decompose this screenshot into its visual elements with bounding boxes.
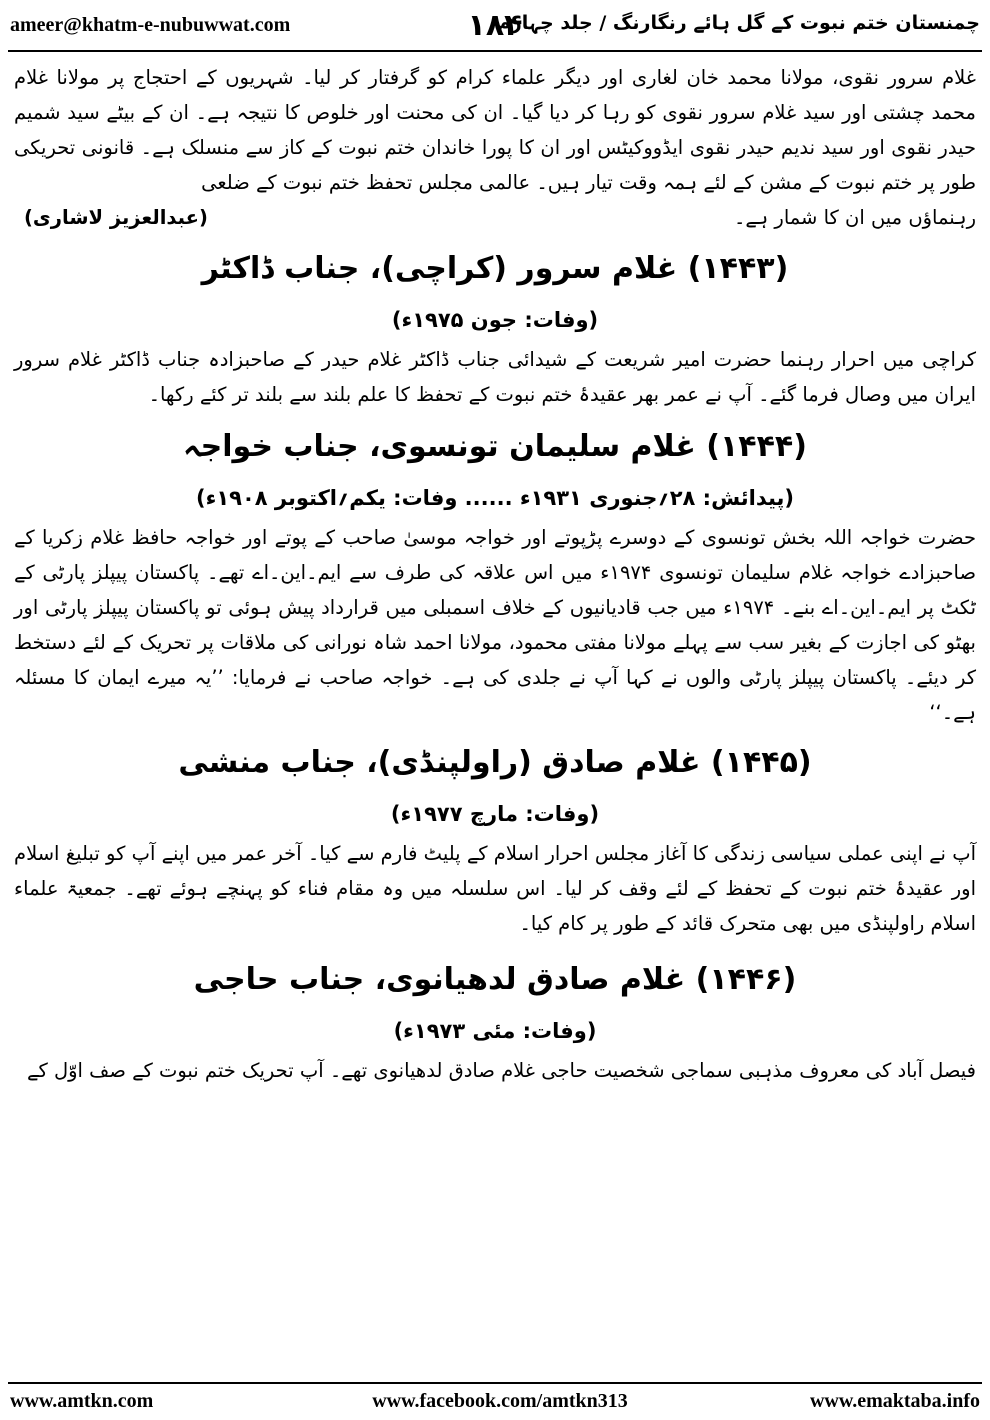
entry-title: (۱۴۴۶) غلام صادق لدھیانوی، جناب حاجی <box>193 962 797 997</box>
footer-divider <box>8 1382 982 1384</box>
footer-link-facebook[interactable]: www.facebook.com/amtkn313 <box>372 1390 628 1412</box>
intro-closing-line <box>14 200 976 236</box>
entry-dates: (پیدائش: ۲۸؍جنوری ۱۹۳۱ء ...... وفات: یکم؍اکتوبر ۱۹۰۸ء) <box>195 486 795 510</box>
entry-title: (۱۴۴۵) غلام صادق (راولپنڈی)، جناب منشی <box>178 745 812 780</box>
intro-section <box>14 60 976 236</box>
footer-link-amtkn[interactable]: www.amtkn.com <box>10 1390 154 1412</box>
entry-dates: (وفات: مارچ ۱۹۷۷ء) <box>390 802 600 826</box>
entry-1445 <box>14 734 976 941</box>
entry-1443 <box>14 240 976 412</box>
header-email[interactable]: ameer@khatm-e-nubuwwat.com <box>10 14 291 36</box>
entry-paragraph: کراچی میں احرار رہنما حضرت امیر شریعت کے شیدائی جناب ڈاکٹر غلام حیدر کے صاحبزادہ جناب ڈاکٹر غلام سرور ایران میں وصال فرما گئے۔ آپ نے عمر بھر عقیدۂ ختم نبوت کے تحفظ کا علم بلند سے بلند تر کئے رکھا۔ <box>14 348 976 406</box>
intro-attribution: (عبدالعزیز لاشاری) <box>24 206 208 229</box>
entry-paragraph: فیصل آباد کی معروف مذہبی سماجی شخصیت حاجی غلام صادق لدھیانوی تھے۔ آپ تحریک ختم نبوت کے صف اوّل کے <box>27 1059 976 1082</box>
page-footer <box>0 1378 990 1420</box>
entry-title: (۱۴۴۴) غلام سلیمان تونسوی، جناب خواجہ <box>183 429 807 464</box>
entry-dates: (وفات: جون ۱۹۷۵ء) <box>391 308 599 332</box>
intro-last-line: رہنماؤں میں ان کا شمار ہے۔ <box>733 206 976 229</box>
entry-paragraph: حضرت خواجہ اللہ بخش تونسوی کے دوسرے پڑپوتے اور خواجہ موسیٰ صاحب کے پوتے اور خواجہ حافظ غلام زکریا کے صاحبزادے خواجہ غلام سلیمان تونسوی ۱۹۷۴ء میں اس علاقہ کی طرف سے ایم۔این۔اے تھے۔ پاکستان پیپلز پارٹی کے ٹکٹ پر ایم۔این۔اے بنے۔ ۱۹۷۴ء میں جب قادیانیوں کے خلاف اسمبلی میں قرارداد پیش ہوئی تو پاکستان پیپلز پارٹی اور بھٹو کی اجازت کے بغیر سب سے پہلے مولانا مفتی محمود، مولانا احمد شاہ نورانی کی ملاقات پر تحریک کے لئے دستخط کر دیئے۔ پاکستان پیپلز پارٹی والوں نے کہا آپ نے جلدی کی ہے۔ خواجہ صاحب نے فرمایا: ’’یہ میرے ایمان کا مسئلہ ہے۔‘‘ <box>14 526 977 724</box>
page-number: ۱۸۴ <box>467 8 523 43</box>
entry-paragraph: آپ نے اپنی عملی سیاسی زندگی کا آغاز مجلس احرار اسلام کے پلیٹ فارم سے کیا۔ آخر عمر میں اپنے آپ کو تبلیغ اسلام اور عقیدۂ ختم نبوت کے تحفظ کے لئے وقف کر لیا۔ اس سلسلہ میں وہ مقام فناء کو پہنچے ہوئے تھے۔ جمعیۃ علماء اسلام راولپنڈی میں بھی متحرک قائد کے طور پر کام کیا۔ <box>14 842 976 935</box>
intro-paragraph: غلام سرور نقوی، مولانا محمد خان لغاری اور دیگر علماء کرام کو گرفتار کر لیا۔ شہریوں کے احتجاج پر مولانا غلام محمد چشتی اور سید غلام سرور نقوی کو رہا کر دیا گیا۔ ان کی محنت اور خلوص کا نتیجہ ہے۔ ان کے بیٹے سید شمیم حیدر نقوی اور سید ندیم حیدر نقوی ایڈووکیٹس اور ان کا پورا خاندان ختم نبوت کے کاز سے منسلک ہے۔ قانونی تحریکی طور پر ختم نبوت کے مشن کے لئے ہمہ وقت تیار ہیں۔ عالمی مجلس تحفظ ختم نبوت کے ضلعی <box>14 66 976 194</box>
footer-link-emaktaba[interactable]: www.emaktaba.info <box>809 1390 980 1412</box>
book-title: چمنستان ختم نبوت کے گل ہائے رنگارنگ / جلد چہارم <box>496 12 980 34</box>
page-content <box>14 60 976 1370</box>
page-header <box>0 0 990 52</box>
entry-dates: (وفات: مئی ۱۹۷۳ء) <box>393 1019 597 1043</box>
entry-title: (۱۴۴۳) غلام سرور (کراچی)، جناب ڈاکٹر <box>201 251 789 286</box>
header-divider <box>8 50 982 52</box>
entry-1444 <box>14 418 976 730</box>
entry-1446 <box>14 951 976 1088</box>
